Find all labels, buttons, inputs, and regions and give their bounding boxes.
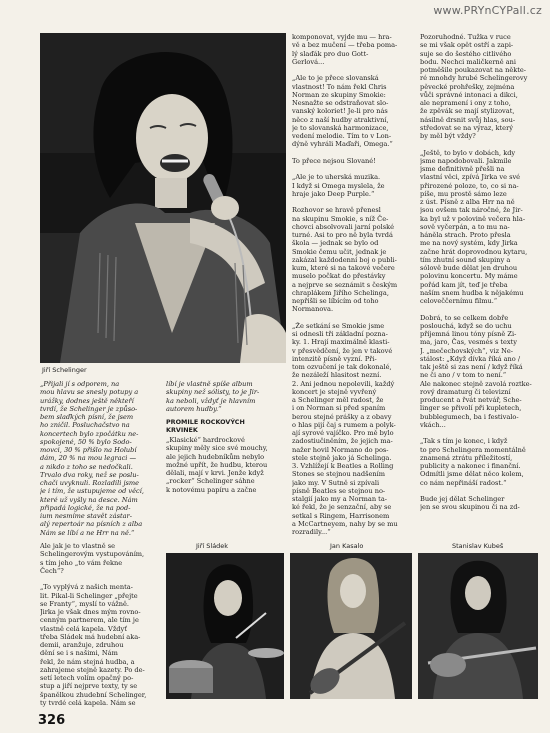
column4-body: Pozoruhodné. Tužka v ruce se mi však opět ostří a zapi- suje se do šestého citlivého bodu. Nechci maličkerně ani potměšile poukazovat na někte- ré mnohdy hrubé Schelingerovy pěvecké prohřešky, zejména vůči správné intonaci a dikci, ale nepramení i ony z toho, že zpěvák se mají stylizovat, násilně drsnit svůj hlas, sou- středovat se na výraz, který by měl být vždy? „Ještě, to bylo v dobách, kdy jsme napodobovali. Jakmile jsme definitivně přešli na vlastní věci, zpívá Jirka ve své přirozené poloze, to, co si na- píše, mu prostě sámo leze z úst. Písně z alba Hrr na ně jsou ovšem tak náročné, že Jir- ka byl už v polovině večera hla- sově vyčerpán, a to mu na- háněla strach. Proto přesla me na nový systém, kdy Jirka začne hrát doprovodnou kytaru, tím zhutní sound skupiny a sólově bude dělat jen druhou polovinu koncertu. My máme pořád kam jít, teď je třeba naším snem hudba k nějakému celoveččernímu filmu.“ Dobrá, to se celkem dobře poslouchá, když se do uchu příjemná linou tóny písně Zi- ma, jaro, Čas, vesmés s texty J. „mečechovských“, viz Ne- stálost: „Když dívka říká ano / tak ještě si zas není / když říká ne či ano / v tom to není.“ Ale nakonec stejně zavolá roztke- rový dramaturg či televizní producent a řvát netvář, Sche- linger se přivolí při kupletech, bubblegumech, ba i festivalo- vkách... „Tak s tím je konec, i když to pro Schelingera momentálně znamená ztrátu příležitostí, publicity a nakonec i finanční. Odmítli jsme dělat něco kolem, co nám nepřináší radost.“ Bude jej dělat Schelinger jen se svou skupinou či na zd- [420, 33, 532, 512]
column2-body: „Klasické“ hardrockové skupiny měly sice své mouchy, ale jejich hudebníkům nebylo možné upřít, že hudbu, kterou dělali, mají v krvi. Jenže když „rocker“ Schelinger sáhne k notovému papíru a začne [166, 436, 268, 494]
column1-quote: „Přijali jí s odporem, na mou hlavu se snesly potupy a urážky, dodnes ještě někteří tvrdí, že Schelinger je způso- bem slaďkých písní, že jsem ho zničil. Posluchačstvo na koncertech bylo zpočátku ne- spokojené, 50 % bylo Sodo- movci, 30 % přišlo na Holubí dám, 20 % na mou legraci — a nikdo z toho se nedočkali. Trvalo dva roky, než se poslu- chači uvyknuli. Rozladili jsme je i tím, že ustupujeme od věcí, které už vyšly na desce. Nám připadá logické, že na pod- ium nesmíme stavět zástar- alý repertoár na písních z alba Nám se líbí a ne Hrr na ně.“ [40, 380, 144, 537]
photo-bassist [290, 553, 412, 699]
drummer-illustration [166, 553, 284, 699]
singer-illustration [40, 33, 286, 363]
main-photo-singer [40, 33, 286, 363]
thumb3-caption: Stanislav Kubeš [452, 542, 504, 550]
main-photo-caption: Jiří Schelinger [42, 366, 87, 374]
bassist-illustration [290, 553, 412, 699]
photo-drummer [166, 553, 284, 699]
column2-quote-end: líbí je vlastně spíše album skupiny než sólisty, to je Jir- ka neboli, vždyť je hlavním autorem hudby.“ [166, 380, 260, 413]
guitarist-illustration [418, 553, 538, 699]
site-watermark: www.PRYnCYPall.cz [433, 4, 542, 17]
section-heading: PROMILE ROCKOVÝCH KRVINEK [166, 418, 245, 434]
thumb2-caption: Jan Kasalo [330, 542, 364, 550]
column3-body: komponovat, vyjde mu — hra- vě a bez mučení — třeba poma- lý slaďák pro duo Gott- Gerlová... „Ale to je přece slovanská vlastnost! To nám řekl Chris Norman ze skupiny Smokie: Nesnažte se odstraňovat slo- vanský koloriet! Je-li pro nás něco z naší hudby atraktivní, je to slovanská harmonizace, vedení melodie. Tím to v Lon- dýně vyhráli Maďaři, Omega.“ To přece nejsou Slované! „Ale je to uherská muzika. I když si Omega myslela, že hraje jako Deep Purple.“ Rozhovor se hravě přenesl na skupinu Smokie, s níž Če- chovci absolvovali jarní polské turné. Asi to pro ně byla tvrdá škola — jednak se bylo od Smokie čemu učit, jednak je zakázal každodenní boj o publi- kum, které si na takové večere muselo počkat do přestávky a nejprve se seznámit s českým chraplákem Jiřího Schelinga, nepřišli se líbícím od toho Normanova. „Že setkání se Smokie jsme si odnesli tři základní pozna- ky. 1. Hrají maximálně klasti- v přesvědčení, že jen v takové intenzitě písně vyzní. Při- tom ozvučení je tak dokonalé, že nezáleží hlasitost nezní. 2. Ani jednou nepolevili, každý koncert je stejně vyvřený a Schelinger měl radost, že i on Norman si před spaním berou stejné prášky a z obavy o hlas pijí čaj s rumem a polyk- ají syrové vajíčko. Pro mě bylo zadostiučiněním, že jejich ma- nažer hovil Normano do pos- stele stejně jako já Schelinga. 3. Vzhlížejí k Beatles a Rolling Stones se stejnou nadšením jako my. V Sutně si zpívali písně Beatles se stejnou no- stalgií jako my a Norman ta- ké řekl, že je senzační, aby se setkal s Ringem, Harrisonem a McCartneyem, nahy by se mu rozradily...“ [292, 33, 398, 536]
photo-guitarist [418, 553, 538, 699]
column1-bottom-text: Ale jak je to vlastně se Schelingerovým vystupováním, s tím jeho „to vám řekne Čech“? „To vyplývá z našich menta- lit. Pikal-li Schelinger „přejte se Franty“, myslí to vážně. Jirka je však dnes mým rovno- cenným partnerem, ale tím je vlastně celá kapela. Vždyť třeba Sládek má hudební aka- demii, aranžuje, zdruhou dění se i s našimi, Nám řekl, že nám stejná hudba, a zahrajeme stejně kazety. Po de- setí letech volím opačný po- stup a jiří nejprve texty, ty se španělkou zhudební Schelinger, ty tvrdé celá kapela. Nám se [40, 542, 147, 707]
page-number: 326 [38, 713, 66, 728]
thumb1-caption: Jiří Sládek [196, 542, 229, 550]
